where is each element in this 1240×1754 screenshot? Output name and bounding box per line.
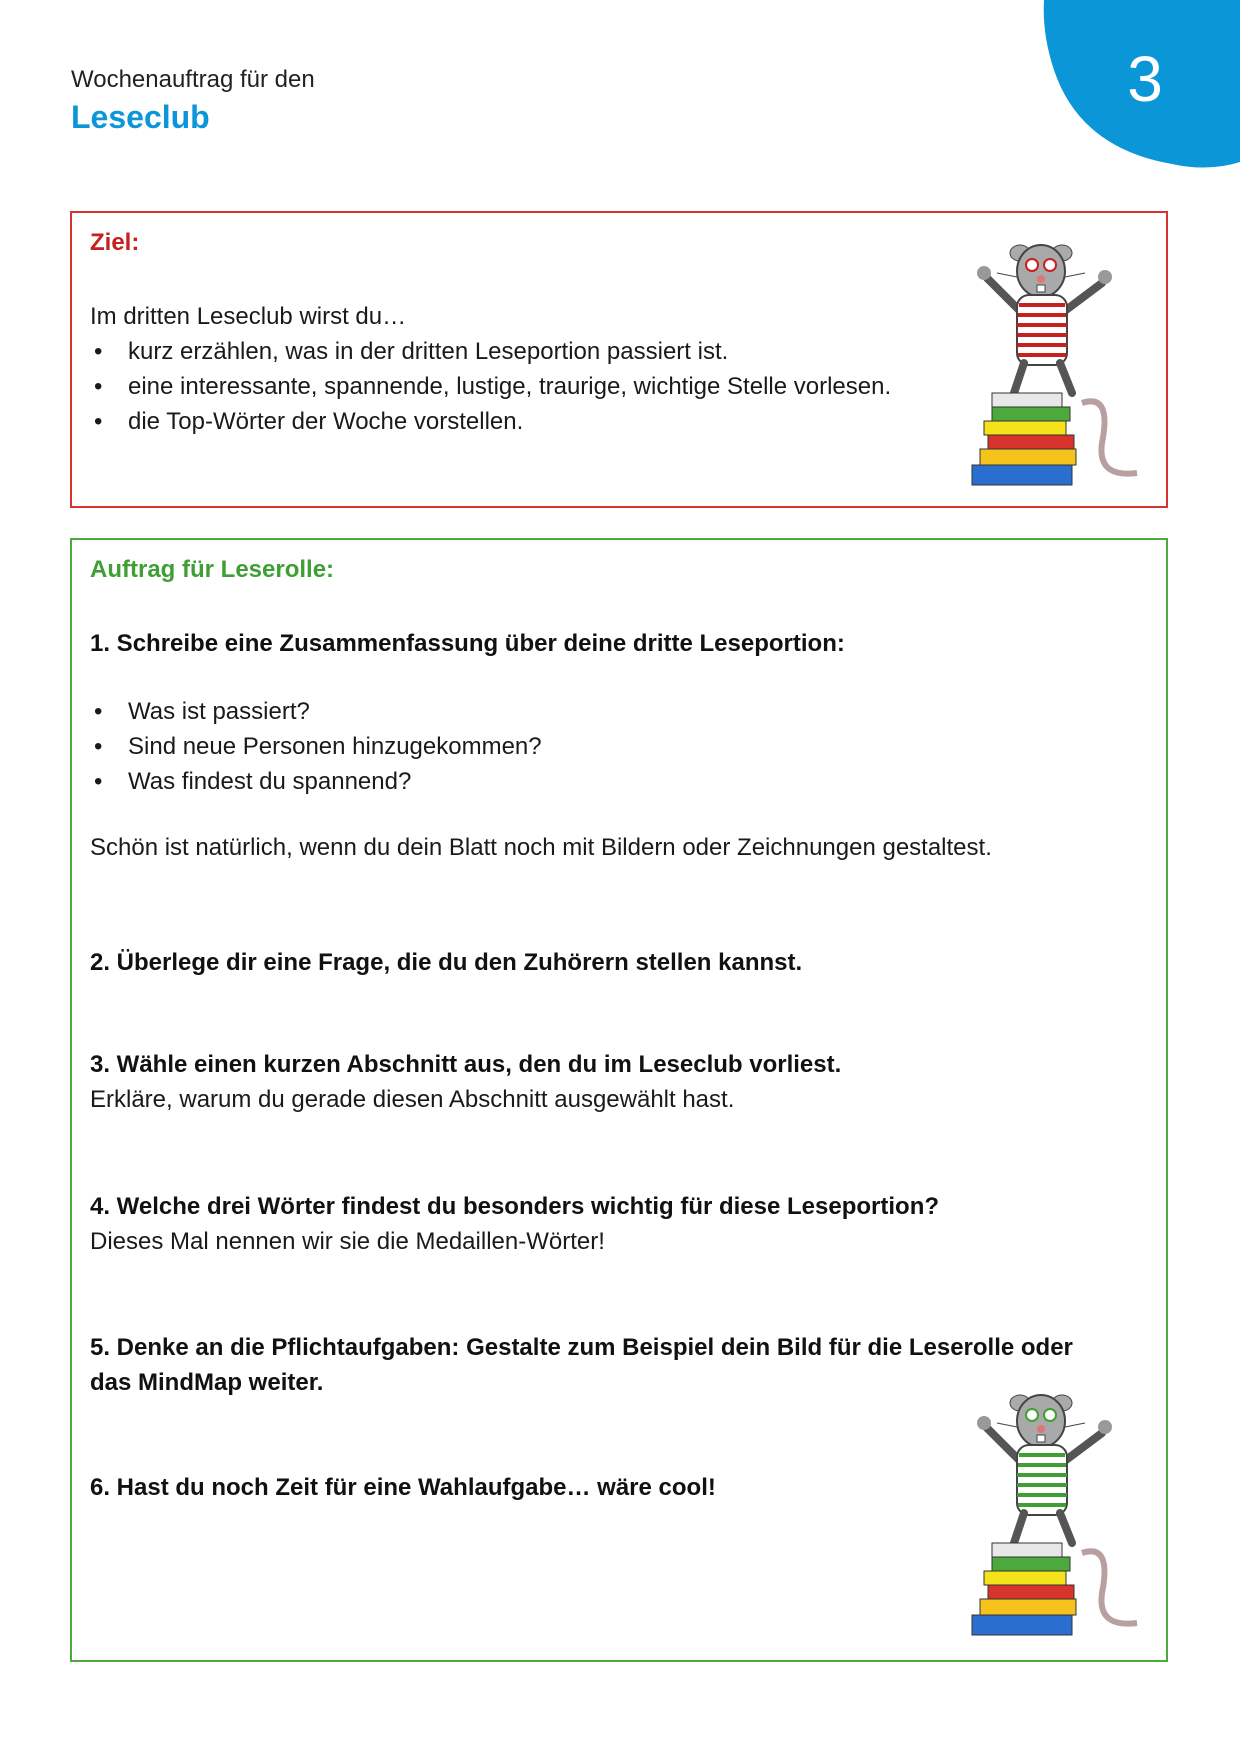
- task-6: 6. Hast du noch Zeit für eine Wahlaufgabe… wäre cool!: [90, 1474, 716, 1501]
- mouse-on-books-illustration: [962, 1393, 1152, 1643]
- task-4: 4. Welche drei Wörter findest du besonders wichtig für diese Leseportion?: [90, 1193, 940, 1220]
- mouse-on-books-illustration: [962, 243, 1152, 493]
- goal-box: [70, 211, 1168, 508]
- task-5-line-1: 5. Denke an die Pflichtaufgaben: Gestalte zum Beispiel dein Bild für die Leserolle oder: [90, 1334, 1073, 1361]
- week-number: 3: [1127, 43, 1163, 115]
- task-heading: Auftrag für Leserolle:: [90, 556, 335, 583]
- task-3: 3. Wähle einen kurzen Abschnitt aus, den du im Leseclub vorliest.: [90, 1051, 842, 1078]
- goal-list: [90, 334, 891, 439]
- list-item: • Was ist passiert?: [94, 698, 310, 725]
- list-item: • eine interessante, spannende, lustige, traurige, wichtige Stelle vorlesen.: [94, 373, 892, 400]
- task-1: 1. Schreibe eine Zusammenfassung über deine dritte Leseportion:: [90, 630, 845, 657]
- list-item: • Was findest du spannend?: [94, 768, 412, 795]
- task-box: [70, 538, 1168, 1662]
- list-item: • Sind neue Personen hinzugekommen?: [94, 733, 542, 760]
- list-item: • die Top-Wörter der Woche vorstellen.: [94, 408, 524, 435]
- task-3-note: Erkläre, warum du gerade diesen Abschnitt ausgewählt hast.: [90, 1086, 735, 1113]
- task-2: 2. Überlege dir eine Frage, die du den Zuhörern stellen kannst.: [90, 949, 803, 976]
- page-title: Leseclub: [71, 99, 210, 135]
- task-5-line-2: das MindMap weiter.: [90, 1369, 324, 1396]
- task-1-note: Schön ist natürlich, wenn du dein Blatt noch mit Bildern oder Zeichnungen gestaltest.: [90, 834, 992, 861]
- goal-intro: Im dritten Leseclub wirst du…: [90, 303, 407, 330]
- header-subtitle: Wochenauftrag für den: [71, 66, 315, 93]
- task-1-list: [90, 694, 542, 799]
- list-item: • kurz erzählen, was in der dritten Leseportion passiert ist.: [94, 338, 729, 365]
- task-4-note: Dieses Mal nennen wir sie die Medaillen-Wörter!: [90, 1228, 605, 1255]
- goal-heading: Ziel:: [90, 229, 140, 256]
